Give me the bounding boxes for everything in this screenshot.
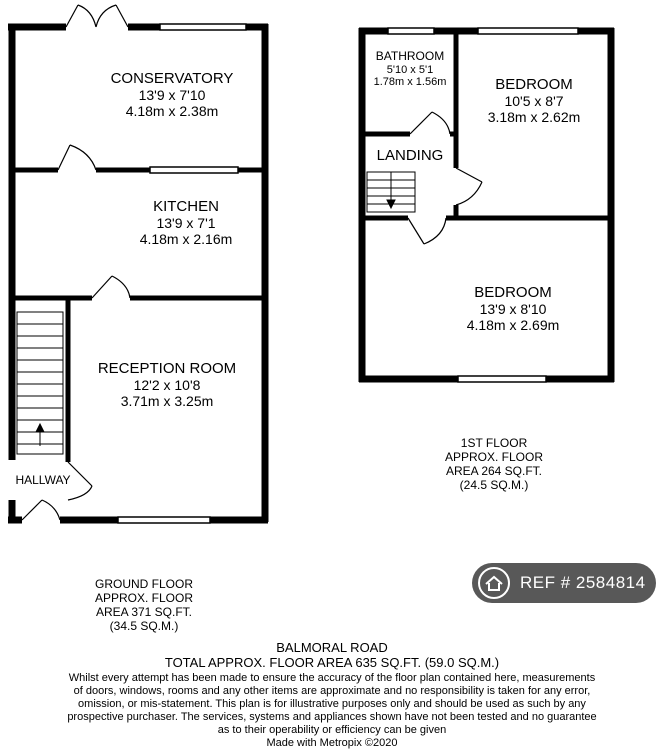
room-label-landing: LANDING [376, 147, 444, 164]
disclaimer-line: Whilst every attempt has been made to ensure the accuracy of the floor plan contained here, measurements [68, 672, 596, 684]
footer [0, 640, 664, 750]
room-name: KITCHEN [153, 198, 219, 215]
room-name: CONSERVATORY [110, 70, 234, 87]
info-line: AREA 371 SQ.FT. [95, 605, 193, 620]
info-line: APPROX. FLOOR [444, 450, 544, 465]
room-label-kitchen [96, 198, 276, 247]
room-dim-metric: 1.78m x 1.56m [373, 76, 447, 89]
ground-floor-stairs [17, 312, 63, 454]
room-label-bedroom-2 [418, 284, 608, 333]
home-icon [478, 567, 510, 599]
room-dim-imperial: 13'9 x 7'1 [156, 215, 216, 232]
info-line: GROUND FLOOR [94, 577, 193, 591]
credit: Made with Metropix ©2020 [266, 736, 398, 749]
room-dim-metric: 4.18m x 2.16m [139, 231, 233, 248]
info-line: (24.5 SQ.M.) [459, 478, 529, 493]
disclaimer-line: prospective purchaser. The services, systems and appliances shown have not been tested and no guarantee [67, 710, 597, 723]
room-name: RECEPTION ROOM [97, 360, 237, 377]
room-dim-imperial: 13'9 x 8'10 [479, 301, 547, 318]
room-label-bedroom-1 [460, 76, 608, 125]
room-dim-metric: 4.18m x 2.38m [125, 103, 219, 120]
room-dim-metric: 4.18m x 2.69m [466, 317, 560, 334]
room-label-conservatory [72, 70, 272, 119]
disclaimer-line: as to their operability or efficiency can be given [217, 723, 447, 736]
info-line: APPROX. FLOOR [94, 591, 194, 606]
room-label-hallway: HALLWAY [15, 473, 71, 487]
disclaimer-line: of doors, windows, rooms and any other items are approximate and no responsibility is taken for any error, [73, 684, 591, 697]
room-dim-metric: 3.71m x 3.25m [120, 393, 214, 410]
disclaimer-line: omission, or mis-statement. This plan is for illustrative purposes only and should be used as such by any [78, 697, 586, 710]
first-floor-stairs [367, 172, 415, 212]
room-name: BEDROOM [474, 284, 552, 301]
room-label-reception [70, 360, 264, 409]
first-floor-doors [408, 112, 482, 244]
room-dim-imperial: 13'9 x 7'10 [138, 87, 206, 104]
room-name: BEDROOM [495, 76, 573, 93]
disclaimer [0, 672, 664, 750]
info-line: (34.5 SQ.M.) [109, 619, 179, 634]
first-floor-area-info [414, 436, 574, 493]
ground-floor-area-info [64, 577, 224, 634]
room-label-bathroom [365, 50, 455, 89]
reference-badge [472, 563, 656, 603]
room-dim-imperial: 12'2 x 10'8 [133, 377, 201, 394]
room-dim-imperial: 10'5 x 8'7 [504, 93, 564, 110]
total-floor-area: TOTAL APPROX. FLOOR AREA 635 SQ.FT. (59.0 SQ.M.) [164, 655, 500, 670]
room-dim-metric: 3.18m x 2.62m [487, 109, 581, 126]
road-name: BALMORAL ROAD [276, 640, 388, 655]
room-dim-imperial: 5'10 x 5'1 [386, 63, 434, 76]
info-line: AREA 264 SQ.FT. [445, 464, 543, 479]
room-name: BATHROOM [375, 49, 445, 63]
info-line: 1ST FLOOR [460, 436, 528, 450]
reference-number: REF # 2584814 [520, 573, 646, 592]
